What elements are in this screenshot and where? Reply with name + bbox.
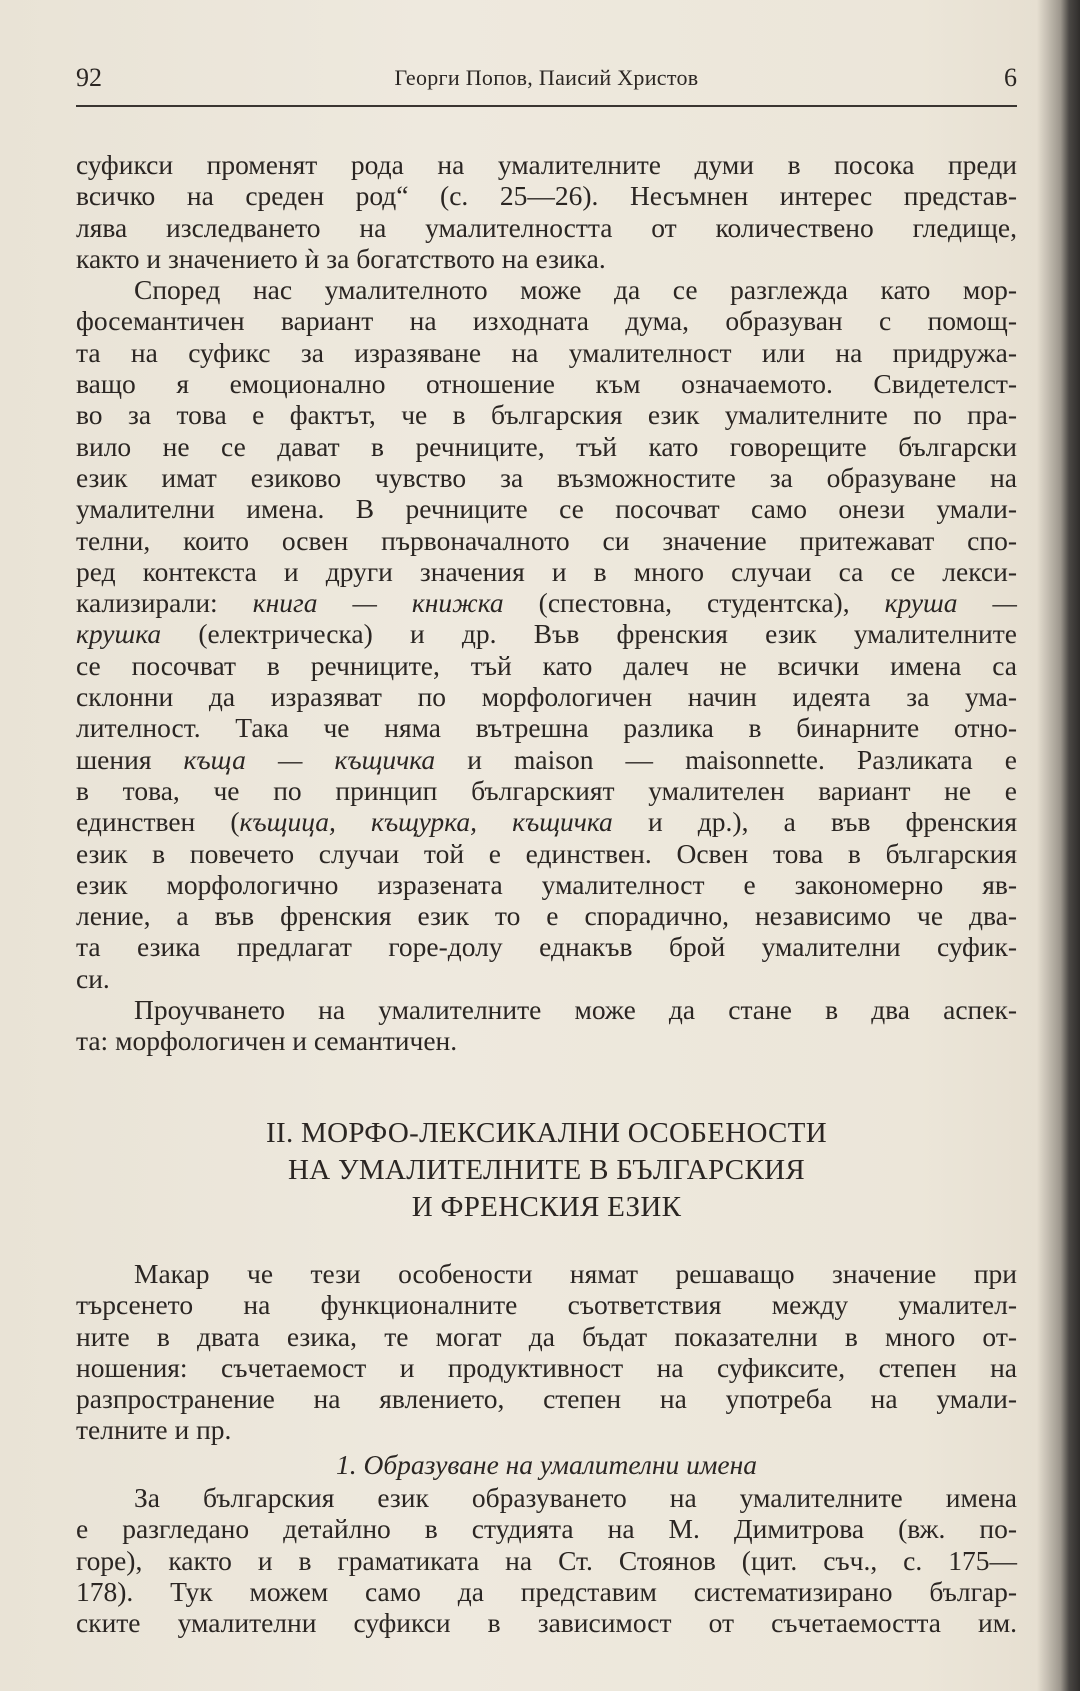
text-line: [76, 368, 1017, 399]
text-line: [76, 149, 1017, 180]
paragraph: [76, 274, 1017, 994]
body-text-middle: [76, 1258, 1017, 1446]
text-line: [76, 525, 1017, 556]
text-line: [76, 180, 1017, 211]
text-line: [76, 681, 1017, 712]
text-line: [76, 274, 1017, 305]
text-segment: (спестовна, студентска),: [503, 587, 885, 619]
text-line: [76, 1513, 1017, 1544]
text-line: [76, 1414, 1017, 1445]
text-line: [76, 1025, 1017, 1056]
text-segment: и maison — maisonnette. Разликата е: [435, 743, 1018, 775]
text-line: [76, 337, 1017, 368]
text-segment: суфикси променят рода на умалителните думи в посока преди: [76, 149, 1017, 180]
header-rule: [76, 105, 1017, 107]
italic-example: крушка: [76, 618, 162, 650]
text-line: [76, 712, 1017, 743]
text-line: [76, 775, 1017, 806]
text-segment: телните и пр.: [76, 1414, 232, 1446]
text-segment: шения: [76, 743, 184, 775]
section-heading-line: II. МОРФО-ЛЕКСИКАЛНИ ОСОБЕНОСТИ: [266, 1117, 827, 1149]
text-line: [76, 931, 1017, 962]
text-line: [76, 556, 1017, 587]
text-segment: фосемантичен вариант на изходната дума, образуван с помощ-: [76, 305, 1017, 337]
text-segment: (електрическа) и др. Във френския език умалителните: [161, 618, 1017, 650]
text-segment: Проучването на умалителните може да стане в два аспек-: [134, 994, 1017, 1026]
text-line: [76, 963, 1017, 994]
text-line: [76, 900, 1017, 931]
text-line: [76, 587, 1017, 618]
text-segment: ред контекста и други значения и в много случаи са се лекси-: [76, 555, 1017, 587]
text-line: [76, 1545, 1017, 1576]
text-segment: език морфологично изразената умалителност е закономерно яв-: [76, 868, 1017, 900]
text-segment: лителност. Така че няма вътрешна разлика в бинарните отно-: [76, 712, 1017, 744]
text-segment: кализирали:: [76, 587, 253, 619]
text-line: [76, 431, 1017, 462]
text-segment: Според нас умалителното може да се разглежда като мор-: [134, 274, 1017, 306]
page-number: 92: [76, 63, 102, 92]
text-line: [76, 1321, 1017, 1352]
text-segment: лява изследването на умалителността от количествено гледище,: [76, 211, 1017, 243]
text-segment: в това, че по принцип българският умалителен вариант не е: [76, 774, 1017, 806]
text-line: [76, 462, 1017, 493]
text-segment: умалителни имена. В речниците се посочват само онези умали-: [76, 493, 1017, 525]
text-segment: 178). Тук можем само да представим систематизирано българ-: [76, 1575, 1017, 1607]
italic-example: книга — книжка: [252, 587, 504, 619]
text-line: [76, 493, 1017, 524]
section-heading-line: НА УМАЛИТЕЛНИТЕ В БЪЛГАРСКИЯ: [288, 1154, 805, 1186]
text-line: [76, 744, 1017, 775]
chapter-mark: 6: [1004, 63, 1017, 92]
paragraph: [76, 149, 1017, 274]
paragraph: [76, 1258, 1017, 1446]
text-line: [76, 399, 1017, 430]
text-line: [76, 212, 1017, 243]
paragraph: [76, 994, 1017, 1057]
text-segment: разпространение на явлението, степен на употреба на умали-: [76, 1383, 1017, 1415]
text-line: [76, 1576, 1017, 1607]
text-segment: както и значението ѝ за богатството на езика.: [76, 242, 606, 274]
text-segment: телни, които освен първоначалното си значение притежават спо-: [76, 524, 1017, 556]
body-text-bottom: [76, 1482, 1017, 1638]
text-segment: търсенето на функционалните съответствия между умалител-: [76, 1289, 1017, 1321]
text-segment: си.: [76, 962, 110, 994]
text-line: [76, 1289, 1017, 1320]
italic-example: къщица, къщурка, къщичка: [239, 806, 613, 838]
text-line: [76, 1352, 1017, 1383]
text-segment: та: морфологичен и семантичен.: [76, 1025, 458, 1057]
running-header-authors: Георги Попов, Паисий Христов: [394, 65, 699, 90]
text-segment: склонни да изразяват по морфологичен начин идеята за ума-: [76, 681, 1017, 713]
text-segment: ношения: съчетаемост и продуктивност на суфиксите, степен на: [76, 1351, 1017, 1383]
text-line: [76, 618, 1017, 649]
italic-example: къща — къщичка: [183, 743, 436, 775]
italic-example: круша —: [884, 587, 1018, 619]
text-line: [76, 305, 1017, 336]
text-segment: единствен (: [76, 806, 240, 838]
text-line: [76, 1258, 1017, 1289]
text-segment: вило не се дават в речниците, тъй като говорещите български: [76, 430, 1017, 462]
text-segment: се посочват в речниците, тъй като далеч не всички имена са: [76, 649, 1017, 681]
text-line: [76, 650, 1017, 681]
paragraph: [76, 1482, 1017, 1638]
text-segment: во за това е фактът, че в българския език умалителните по пра-: [76, 399, 1017, 431]
text-segment: За българския език образуването на умалителните имена: [134, 1482, 1017, 1513]
text-segment: ващо я емоционално отношение към означаемото. Свидетелст-: [76, 368, 1017, 400]
text-line: [76, 838, 1017, 869]
text-segment: горе), както и в граматиката на Ст. Стоянов (цит. съч., с. 175—: [76, 1544, 1017, 1576]
subsection-heading: 1. Образуване на умалителни имена: [335, 1449, 758, 1480]
text-line: [76, 243, 1017, 274]
text-line: [76, 994, 1017, 1025]
text-segment: всичко на среден род“ (с. 25—26). Несъмнен интерес представ-: [76, 180, 1017, 212]
body-text-top: [76, 149, 1017, 1057]
section-heading-line: И ФРЕНСКИЯ ЕЗИК: [411, 1191, 682, 1223]
text-line: [76, 1383, 1017, 1414]
text-segment: ските умалителни суфикси в зависимост от съчетаемостта им.: [76, 1607, 1017, 1639]
text-segment: ните в двата езика, те могат да бъдат показателни в много от-: [76, 1320, 1017, 1352]
text-segment: е разгледано детайлно в студията на М. Димитрова (вж. по-: [76, 1513, 1017, 1545]
text-segment: ление, а във френския език то е спорадично, независимо че два-: [76, 900, 1017, 932]
text-segment: език в повечето случаи той е единствен. Освен това в българския: [76, 837, 1017, 869]
text-line: [76, 1482, 1017, 1513]
text-line: [76, 869, 1017, 900]
text-segment: и др.), а във френския: [612, 806, 1018, 838]
section-heading: [76, 1115, 1017, 1226]
text-line: [76, 1607, 1017, 1638]
text-segment: език имат езиково чувство за възможностите за образуване на: [76, 461, 1017, 493]
text-segment: та езика предлагат горе-долу еднакъв брой умалителни суфик-: [76, 931, 1017, 963]
text-line: [76, 806, 1017, 837]
text-segment: Макар че тези особености нямат решаващо значение при: [134, 1258, 1017, 1289]
text-segment: та на суфикс за изразяване на умалителност или на придружа-: [76, 336, 1017, 368]
